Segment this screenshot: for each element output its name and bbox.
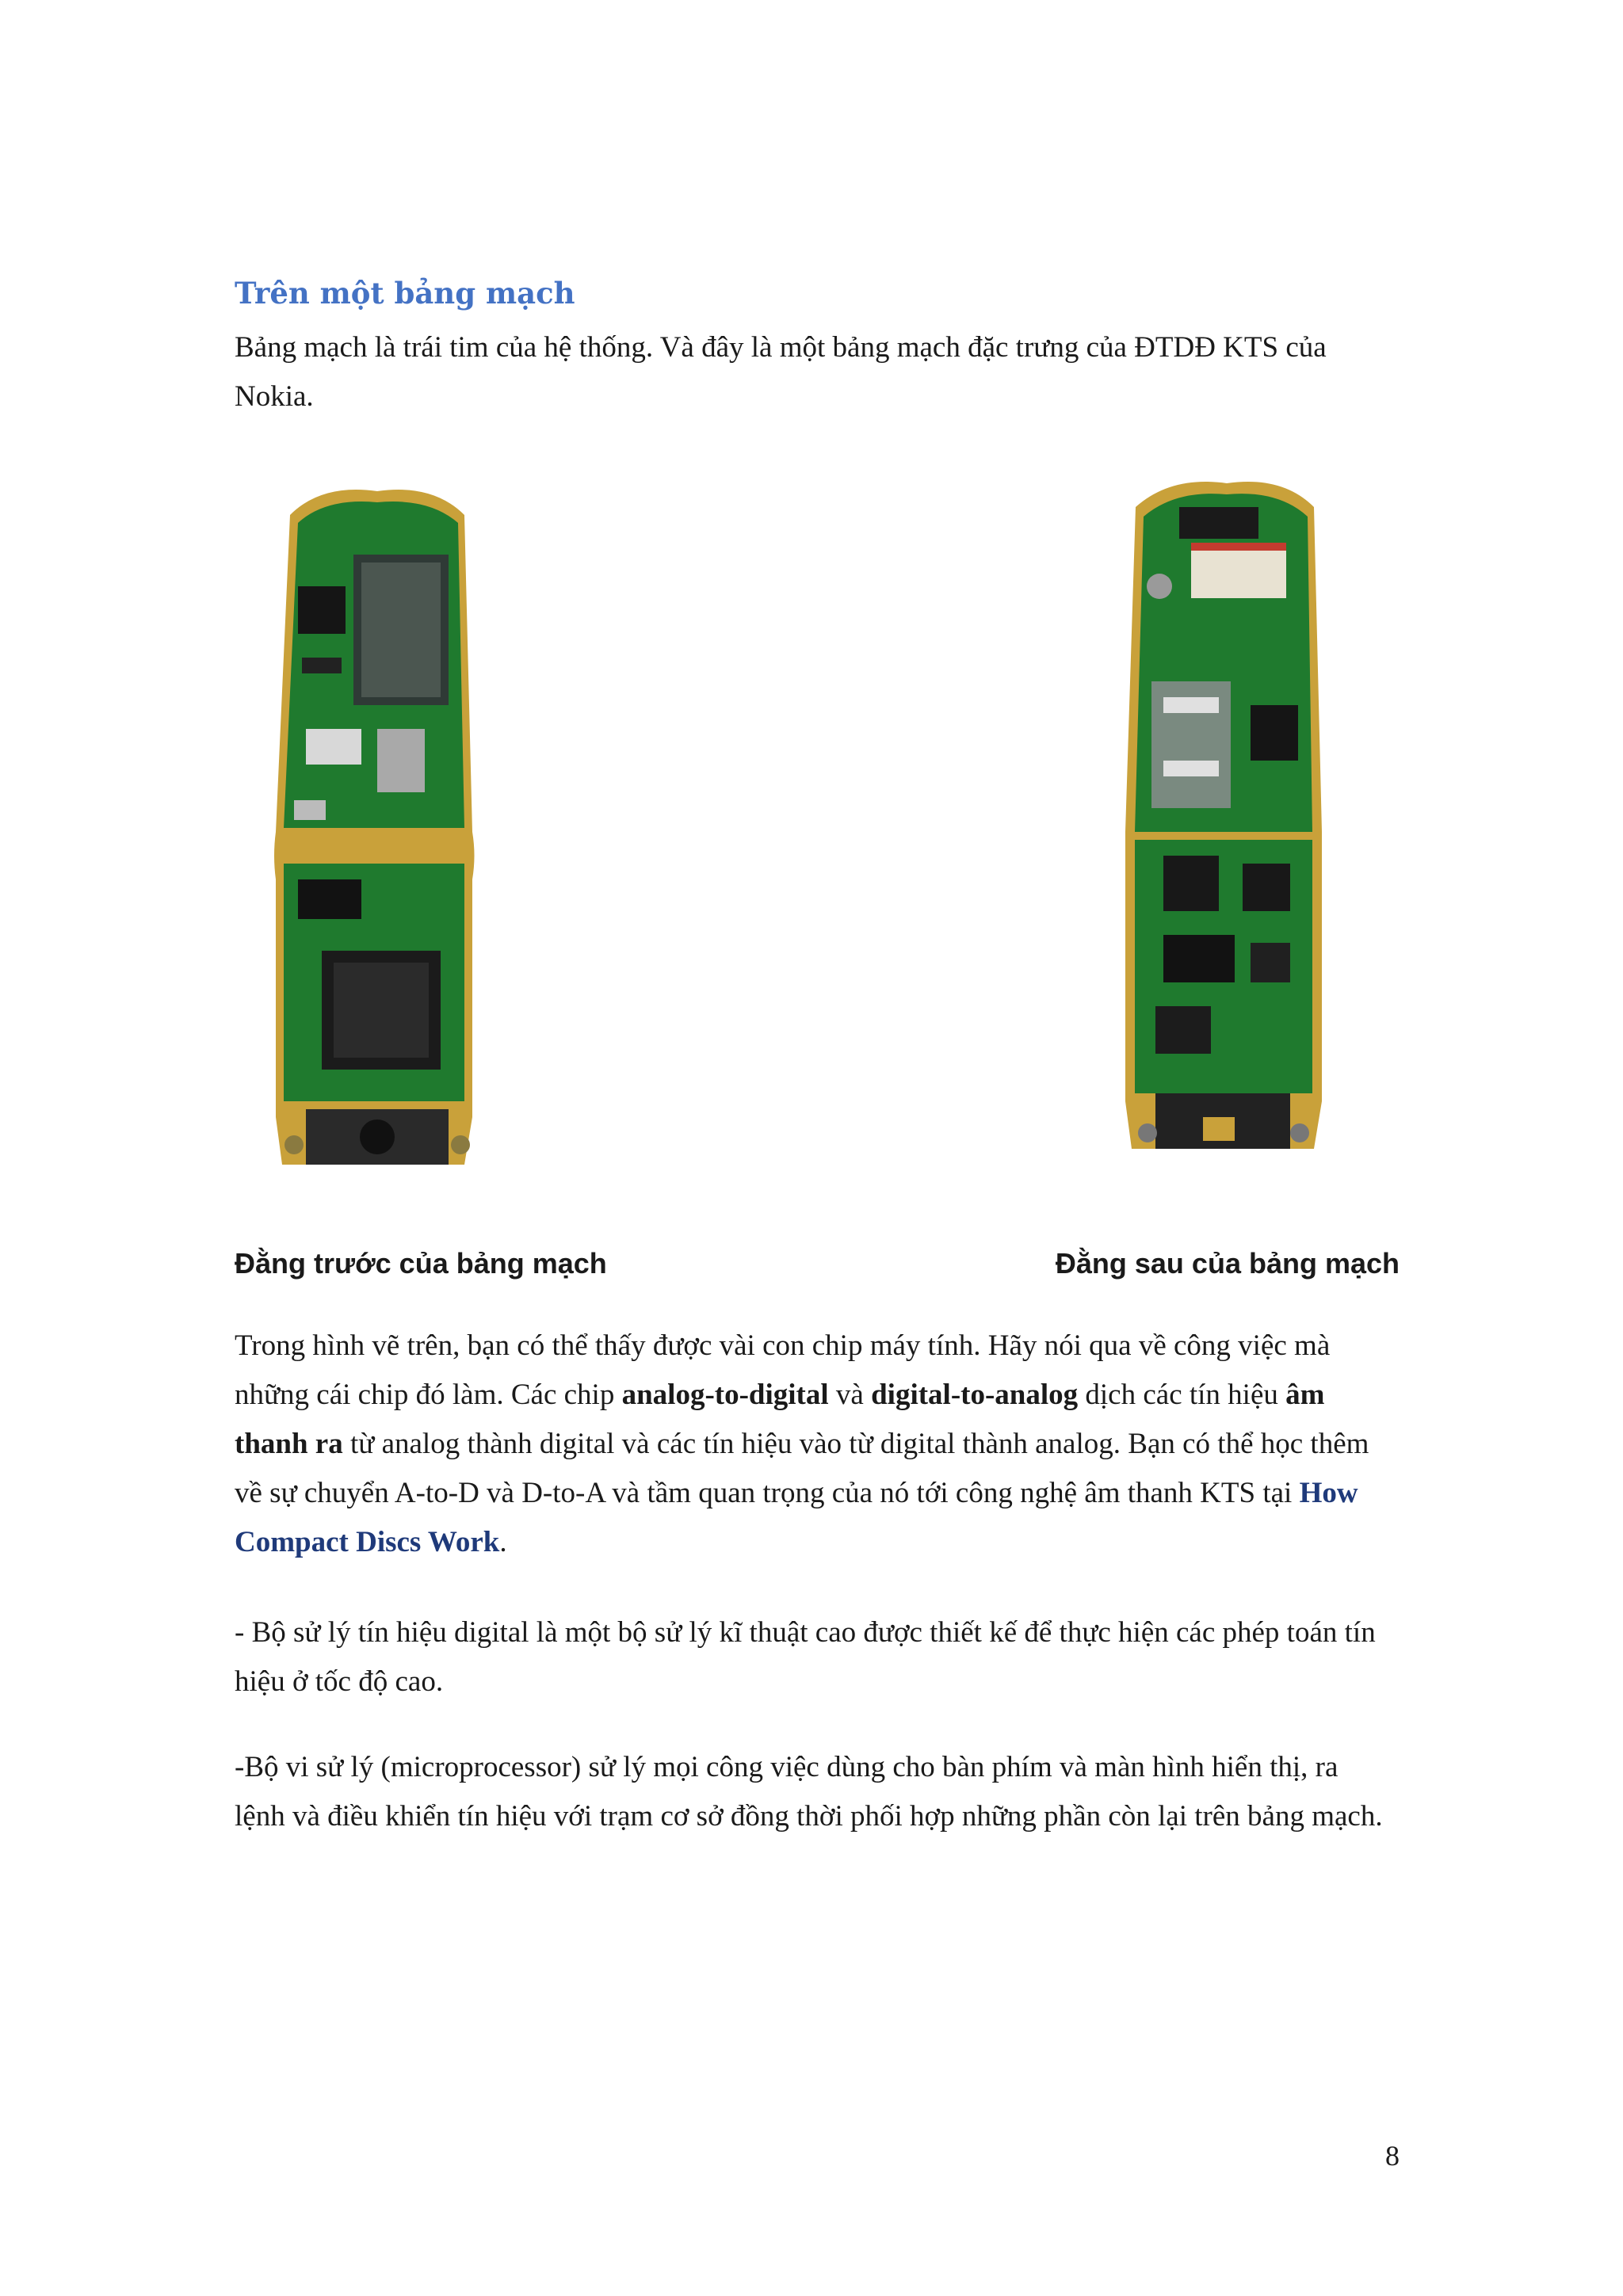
text-run: từ analog thành digital và các tín hiệu vào từ digital thành analog. Bạn có thể học thêm về sự chuyển A-to-D và D-to-A và tầm quan trọng của nó tới công nghệ âm thanh KTS tại <box>235 1428 1369 1509</box>
bold-term-dac: digital-to-analog <box>871 1379 1079 1411</box>
text-run: . <box>499 1526 507 1558</box>
text-run: dịch các tín hiệu <box>1078 1379 1286 1411</box>
chips-paragraph <box>235 1322 1392 1567</box>
bold-term-adc: analog-to-digital <box>621 1379 829 1411</box>
board-front-image <box>235 467 528 1196</box>
text-run: Trong hình vẽ trên, bạn có thể thấy được vài con chip máy tính. Hãy nói qua về công việc mà những cái chip đó làm. Các chip <box>235 1329 1331 1411</box>
caption-front: Đằng trước của bảng mạch <box>235 1247 607 1280</box>
page-number: 8 <box>1385 2140 1400 2172</box>
text-run: và <box>828 1379 872 1411</box>
intro-paragraph: Bảng mạch là trái tim của hệ thống. Và đây là một bảng mạch đặc trưng của ĐTDĐ KTS của Nokia. <box>235 331 1327 413</box>
dsp-paragraph: - Bộ sử lý tín hiệu digital là một bộ sử lý kĩ thuật cao được thiết kế để thực hiện các phép toán tín hiệu ở tốc độ cao. <box>235 1616 1376 1698</box>
board-back-illustration <box>1084 467 1365 1180</box>
microprocessor-paragraph: -Bộ vi sử lý (microprocessor) sử lý mọi công việc dùng cho bàn phím và màn hình hiển thị, ra lệnh và điều khiển tín hiệu với trạm cơ sở đồng thời phối hợp những phần còn lại trên bảng mạch. <box>235 1751 1383 1833</box>
caption-back: Đằng sau của bảng mạch <box>1055 1247 1400 1280</box>
section-heading: Trên một bảng mạch <box>235 276 575 311</box>
how-compact-discs-work-link[interactable]: How Compact Discs Work <box>235 1477 1358 1558</box>
board-front-illustration <box>235 467 528 1196</box>
board-back-image <box>1084 467 1365 1180</box>
bold-term-audio-out: âm thanh ra <box>235 1379 1325 1460</box>
